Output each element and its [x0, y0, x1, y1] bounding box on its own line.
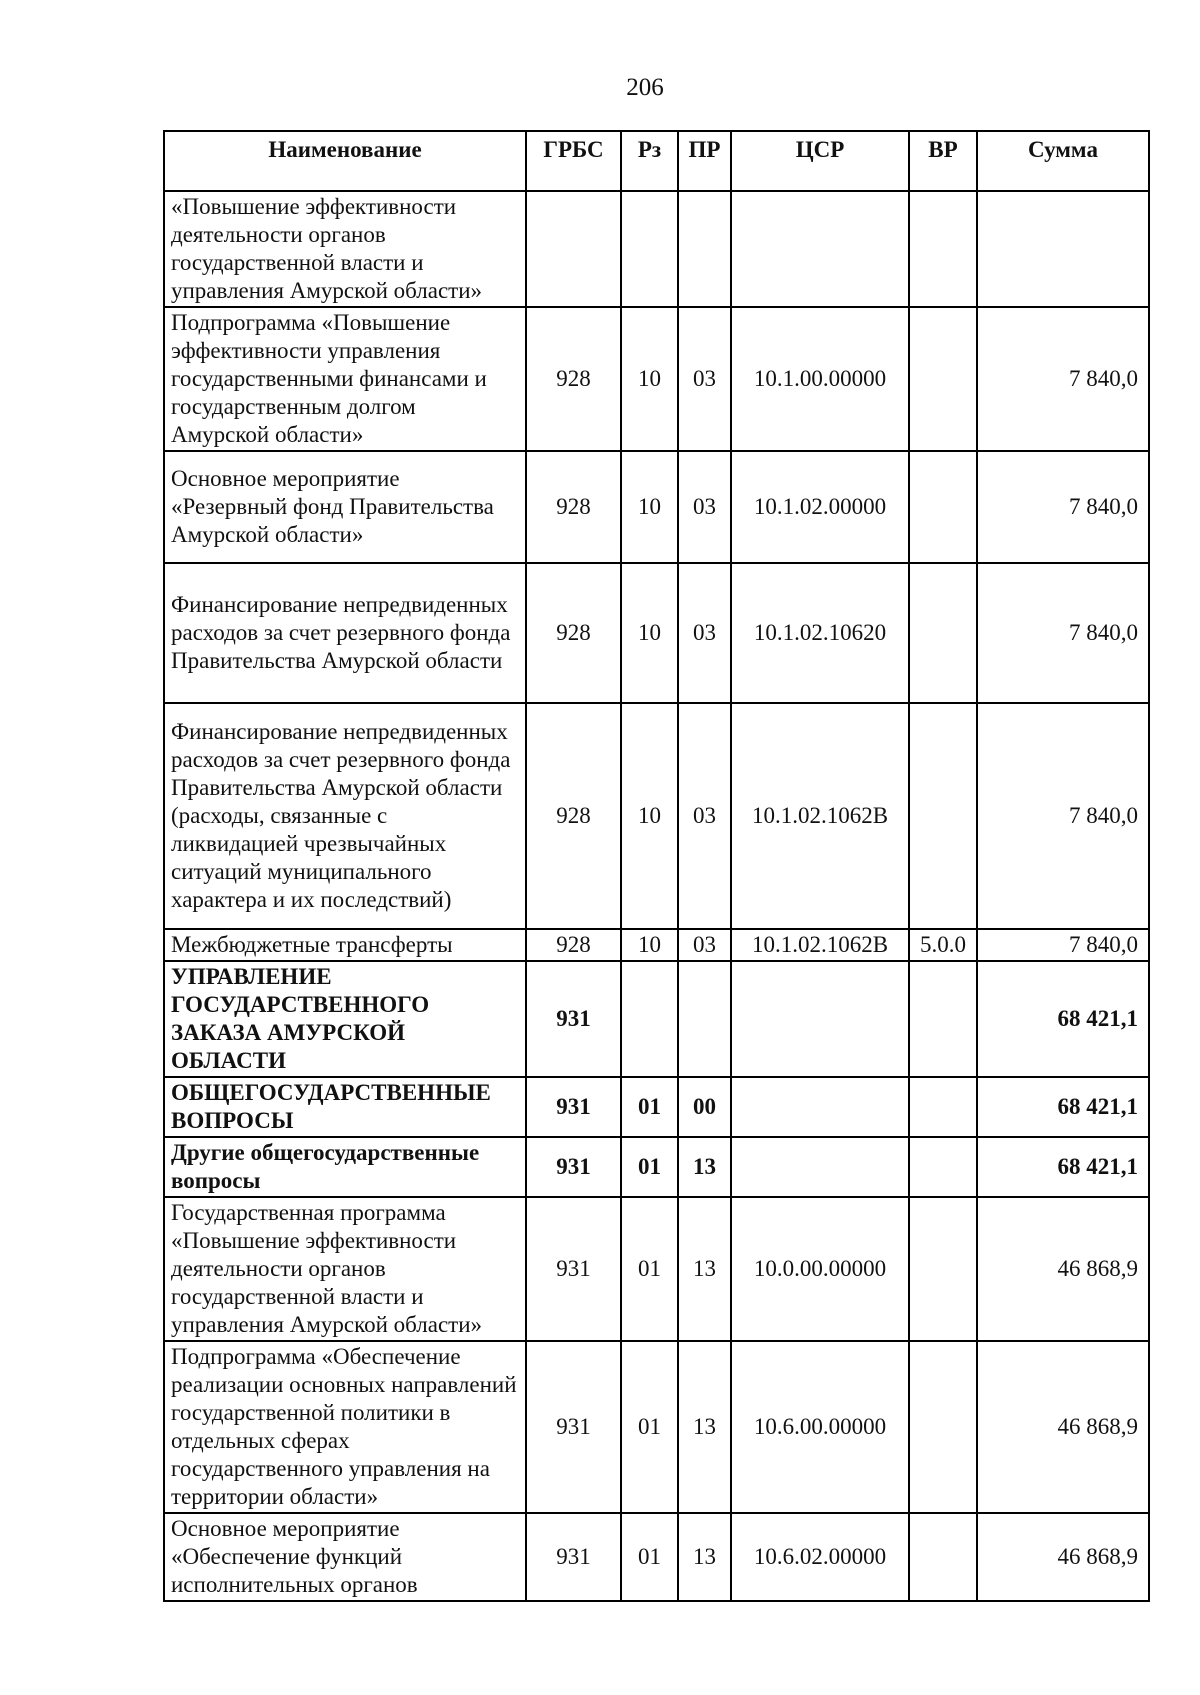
cell-grbs: 928	[526, 563, 621, 703]
cell-sum: 68 421,1	[977, 1137, 1149, 1197]
cell-vr	[909, 1197, 977, 1341]
table-row	[164, 563, 1149, 703]
cell-grbs	[526, 191, 621, 307]
col-header-rz: Рз	[621, 131, 678, 191]
cell-name: Государственная программа «Повышение эффективности деятельности органов государственной власти и управления Амурской области»	[164, 1197, 526, 1341]
table-row	[164, 1341, 1149, 1513]
cell-csr: 10.1.02.00000	[731, 451, 909, 563]
cell-rz: 01	[621, 1513, 678, 1601]
cell-csr: 10.1.02.10620	[731, 563, 909, 703]
cell-rz	[621, 191, 678, 307]
table-row	[164, 929, 1149, 961]
cell-vr	[909, 563, 977, 703]
cell-sum: 46 868,9	[977, 1513, 1149, 1601]
cell-sum: 7 840,0	[977, 929, 1149, 961]
table-body	[164, 191, 1149, 1601]
cell-rz: 10	[621, 929, 678, 961]
cell-vr: 5.0.0	[909, 929, 977, 961]
cell-rz: 01	[621, 1137, 678, 1197]
cell-pr: 03	[678, 929, 731, 961]
cell-grbs: 928	[526, 929, 621, 961]
cell-sum: 46 868,9	[977, 1341, 1149, 1513]
cell-pr: 03	[678, 703, 731, 929]
cell-pr: 13	[678, 1137, 731, 1197]
cell-csr: 10.1.02.1062В	[731, 929, 909, 961]
col-header-grbs: ГРБС	[526, 131, 621, 191]
cell-pr: 03	[678, 307, 731, 451]
table-row	[164, 191, 1149, 307]
cell-pr: 13	[678, 1197, 731, 1341]
cell-rz: 10	[621, 307, 678, 451]
cell-grbs: 928	[526, 451, 621, 563]
cell-rz: 01	[621, 1077, 678, 1137]
cell-pr	[678, 961, 731, 1077]
cell-sum: 46 868,9	[977, 1197, 1149, 1341]
cell-pr: 03	[678, 563, 731, 703]
cell-sum: 7 840,0	[977, 563, 1149, 703]
cell-sum: 68 421,1	[977, 1077, 1149, 1137]
page-number: 206	[626, 74, 664, 101]
cell-sum: 68 421,1	[977, 961, 1149, 1077]
table-row	[164, 307, 1149, 451]
cell-vr	[909, 191, 977, 307]
cell-pr: 13	[678, 1341, 731, 1513]
cell-csr: 10.1.00.00000	[731, 307, 909, 451]
cell-csr: 10.6.02.00000	[731, 1513, 909, 1601]
cell-vr	[909, 1341, 977, 1513]
cell-name: Основное мероприятие «Резервный фонд Правительства Амурской области»	[164, 451, 526, 563]
table-row	[164, 1197, 1149, 1341]
cell-name: Финансирование непредвиденных расходов за счет резервного фонда Правительства Амурской области (расходы, связанные с ликвидацией чрезвычайных ситуаций муниципального характера и их последствий)	[164, 703, 526, 929]
cell-sum: 7 840,0	[977, 307, 1149, 451]
cell-sum	[977, 191, 1149, 307]
cell-name: Финансирование непредвиденных расходов за счет резервного фонда Правительства Амурской области	[164, 563, 526, 703]
cell-vr	[909, 1513, 977, 1601]
cell-pr: 00	[678, 1077, 731, 1137]
cell-name: Основное мероприятие «Обеспечение функций исполнительных органов	[164, 1513, 526, 1601]
cell-name: ОБЩЕГОСУДАРСТВЕННЫЕ ВОПРОСЫ	[164, 1077, 526, 1137]
cell-grbs: 931	[526, 1341, 621, 1513]
table-row	[164, 1513, 1149, 1601]
cell-csr	[731, 1137, 909, 1197]
cell-rz: 01	[621, 1341, 678, 1513]
cell-csr	[731, 961, 909, 1077]
col-header-pr: ПР	[678, 131, 731, 191]
cell-grbs: 931	[526, 1513, 621, 1601]
table-row	[164, 1137, 1149, 1197]
cell-name: УПРАВЛЕНИЕ ГОСУДАРСТВЕННОГО ЗАКАЗА АМУРСКОЙ ОБЛАСТИ	[164, 961, 526, 1077]
col-header-vr: ВР	[909, 131, 977, 191]
cell-rz: 10	[621, 451, 678, 563]
cell-rz: 10	[621, 703, 678, 929]
cell-grbs: 931	[526, 961, 621, 1077]
cell-rz: 10	[621, 563, 678, 703]
cell-vr	[909, 1137, 977, 1197]
cell-grbs: 928	[526, 703, 621, 929]
cell-sum: 7 840,0	[977, 703, 1149, 929]
cell-pr: 13	[678, 1513, 731, 1601]
cell-rz	[621, 961, 678, 1077]
col-header-csr: ЦСР	[731, 131, 909, 191]
cell-name: Подпрограмма «Обеспечение реализации основных направлений государственной политики в отдельных сферах государственного управления на территории области»	[164, 1341, 526, 1513]
cell-rz: 01	[621, 1197, 678, 1341]
cell-name: Подпрограмма «Повышение эффективности управления государственными финансами и государственным долгом Амурской области»	[164, 307, 526, 451]
cell-vr	[909, 307, 977, 451]
table-row	[164, 703, 1149, 929]
cell-grbs: 931	[526, 1137, 621, 1197]
cell-csr: 10.0.00.00000	[731, 1197, 909, 1341]
cell-vr	[909, 1077, 977, 1137]
table-header-row	[164, 131, 1149, 191]
cell-pr: 03	[678, 451, 731, 563]
cell-vr	[909, 703, 977, 929]
cell-grbs: 928	[526, 307, 621, 451]
table-row	[164, 961, 1149, 1077]
cell-name: Другие общегосударственные вопросы	[164, 1137, 526, 1197]
table-row	[164, 451, 1149, 563]
cell-csr	[731, 1077, 909, 1137]
cell-grbs: 931	[526, 1077, 621, 1137]
cell-vr	[909, 451, 977, 563]
budget-table	[163, 130, 1150, 1602]
col-header-name: Наименование	[164, 131, 526, 191]
cell-pr	[678, 191, 731, 307]
col-header-sum: Сумма	[977, 131, 1149, 191]
cell-name: Межбюджетные трансферты	[164, 929, 526, 961]
cell-sum: 7 840,0	[977, 451, 1149, 563]
cell-name: «Повышение эффективности деятельности органов государственной власти и управления Амурской области»	[164, 191, 526, 307]
cell-vr	[909, 961, 977, 1077]
cell-grbs: 931	[526, 1197, 621, 1341]
table-row	[164, 1077, 1149, 1137]
cell-csr: 10.6.00.00000	[731, 1341, 909, 1513]
cell-csr	[731, 191, 909, 307]
cell-csr: 10.1.02.1062В	[731, 703, 909, 929]
